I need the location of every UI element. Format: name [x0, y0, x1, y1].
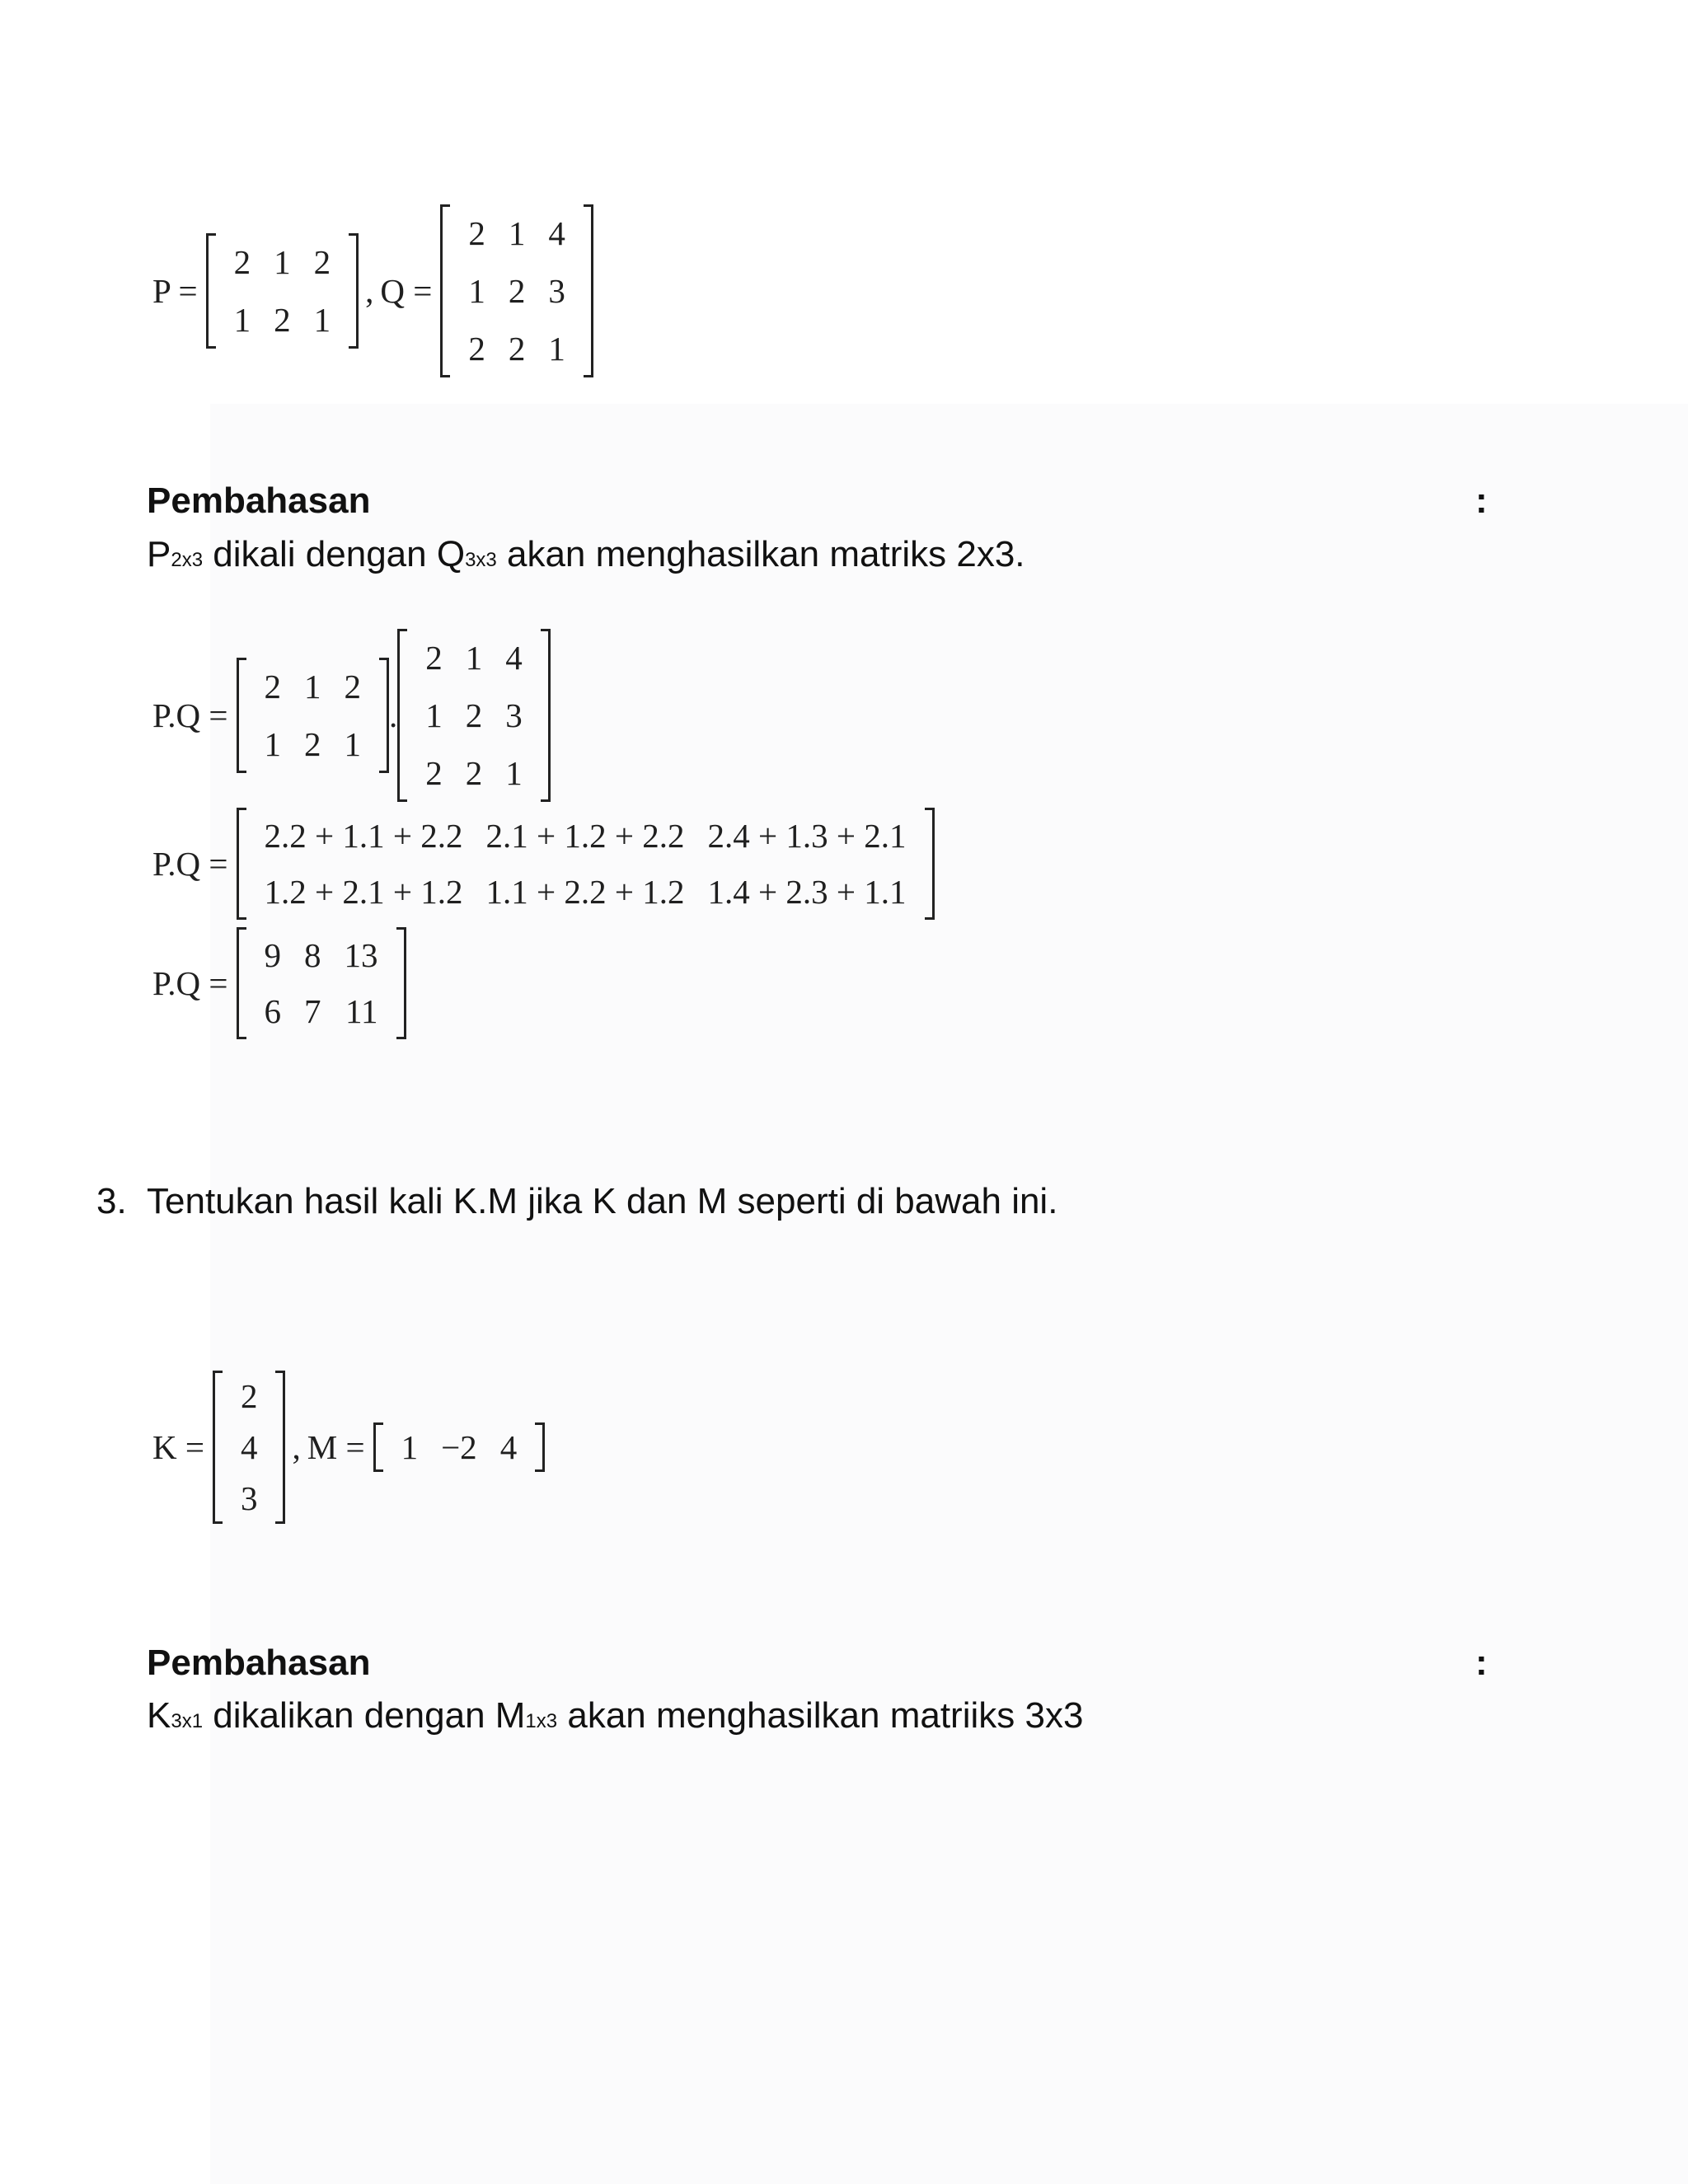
- solution-colon: :: [1475, 480, 1488, 521]
- matrix-cell: 1: [401, 1428, 419, 1466]
- matrix-cell: 3: [240, 1479, 258, 1517]
- matrix-cell: 1.2 + 2.1 + 1.2: [264, 873, 463, 911]
- q-label: Q =: [380, 272, 433, 310]
- matrix-row: [457, 320, 577, 377]
- matrix-cell: 1: [274, 243, 291, 281]
- question-text: Tentukan hasil kali K.M jika K dan M seperti di bawah ini.: [147, 1181, 1058, 1221]
- matrix-row: [390, 1422, 529, 1472]
- matrix-row: [229, 1371, 270, 1422]
- matrix-cell: 1: [465, 639, 483, 677]
- matrix-row: [457, 204, 577, 262]
- pq-label: P.Q =: [152, 845, 228, 883]
- matrix-k: [213, 1371, 286, 1524]
- matrix-cell: 1: [264, 725, 281, 763]
- matrix-cell: 6: [264, 992, 281, 1030]
- matrix-cell: 2: [468, 214, 485, 252]
- equation-p-q: [152, 204, 593, 377]
- matrix-m: [373, 1422, 546, 1472]
- matrix-cell: 2: [304, 725, 321, 763]
- matrix-cell: 2.1 + 1.2 + 2.2: [485, 817, 685, 855]
- matrix-cell: 1: [313, 301, 331, 339]
- matrix-cell: 1: [505, 754, 523, 792]
- matrix-cell: 1: [425, 696, 443, 734]
- equation-expanded: [152, 808, 935, 920]
- pq-label: P.Q =: [152, 964, 228, 1002]
- matrix-cell: −2: [441, 1428, 477, 1466]
- matrix-cell: 1: [344, 725, 361, 763]
- matrix-cell: 13: [344, 936, 378, 974]
- matrix-row: [414, 687, 534, 744]
- separator: ,: [292, 1428, 301, 1466]
- matrix-row: [414, 629, 534, 687]
- solution-colon: :: [1475, 1643, 1488, 1683]
- matrix-cell: 1: [304, 668, 321, 705]
- matrix-q: [397, 629, 551, 802]
- matrix-row: [253, 927, 390, 983]
- matrix-expanded: [237, 808, 935, 920]
- dot-operator: .: [389, 696, 398, 734]
- matrix-cell: 2: [425, 639, 443, 677]
- solution-text: P2x3 dikali dengan Q3x3 akan menghasilkan matriks 2x3.: [147, 534, 1025, 574]
- equation-k-m: [152, 1371, 545, 1524]
- matrix-cell: 1.1 + 2.2 + 1.2: [485, 873, 685, 911]
- matrix-cell: 1: [468, 272, 485, 310]
- solution-heading: Pembahasan: [147, 1643, 371, 1683]
- matrix-cell: 4: [548, 214, 565, 252]
- matrix-cell: 2: [508, 272, 526, 310]
- matrix-q: [440, 204, 593, 377]
- solution-heading: Pembahasan: [147, 480, 371, 521]
- matrix-cell: 2: [264, 668, 281, 705]
- matrix-cell: 1: [548, 330, 565, 368]
- matrix-cell: 2: [240, 1377, 258, 1415]
- matrix-cell: 2: [425, 754, 443, 792]
- equation-result: [152, 927, 406, 1039]
- matrix-row: [253, 715, 373, 773]
- matrix-cell: 2: [344, 668, 361, 705]
- matrix-cell: 11: [345, 992, 378, 1030]
- matrix-cell: 4: [499, 1428, 518, 1466]
- matrix-cell: 4: [505, 639, 523, 677]
- matrix-cell: 2.2 + 1.1 + 2.2: [264, 817, 463, 855]
- solution-text: K3x1 dikalikan dengan M1x3 akan menghasilkan matriiks 3x3: [147, 1695, 1084, 1736]
- matrix-row: [253, 864, 918, 920]
- equation-product: [152, 629, 551, 802]
- matrix-cell: 2: [233, 243, 251, 281]
- matrix-p: [206, 233, 359, 349]
- m-label: M =: [307, 1428, 365, 1466]
- matrix-cell: 2: [274, 301, 291, 339]
- matrix-cell: 1: [508, 214, 526, 252]
- matrix-result: [237, 927, 406, 1039]
- separator: ,: [365, 272, 374, 310]
- matrix-row: [223, 291, 343, 349]
- matrix-row: [229, 1422, 270, 1473]
- matrix-cell: 3: [505, 696, 523, 734]
- matrix-cell: 2.4 + 1.3 + 2.1: [707, 817, 907, 855]
- matrix-cell: 2: [508, 330, 526, 368]
- matrix-row: [457, 262, 577, 320]
- matrix-cell: 1: [233, 301, 251, 339]
- matrix-row: [253, 808, 918, 864]
- matrix-cell: 2: [465, 696, 483, 734]
- pq-label: P.Q =: [152, 696, 228, 734]
- matrix-row: [223, 233, 343, 291]
- matrix-row: [253, 983, 390, 1039]
- matrix-cell: 1.4 + 2.3 + 1.1: [707, 873, 907, 911]
- matrix-row: [253, 658, 373, 715]
- matrix-row: [229, 1473, 270, 1524]
- question-number: 3.: [96, 1181, 127, 1221]
- matrix-cell: 4: [240, 1428, 258, 1466]
- matrix-cell: 7: [304, 992, 321, 1030]
- matrix-cell: 9: [264, 936, 281, 974]
- matrix-row: [414, 744, 534, 802]
- p-label: P =: [152, 272, 198, 310]
- matrix-cell: 3: [548, 272, 565, 310]
- matrix-cell: 2: [468, 330, 485, 368]
- matrix-p: [237, 658, 390, 773]
- k-label: K =: [152, 1428, 204, 1466]
- matrix-cell: 2: [465, 754, 483, 792]
- matrix-cell: 2: [313, 243, 331, 281]
- matrix-cell: 8: [304, 936, 321, 974]
